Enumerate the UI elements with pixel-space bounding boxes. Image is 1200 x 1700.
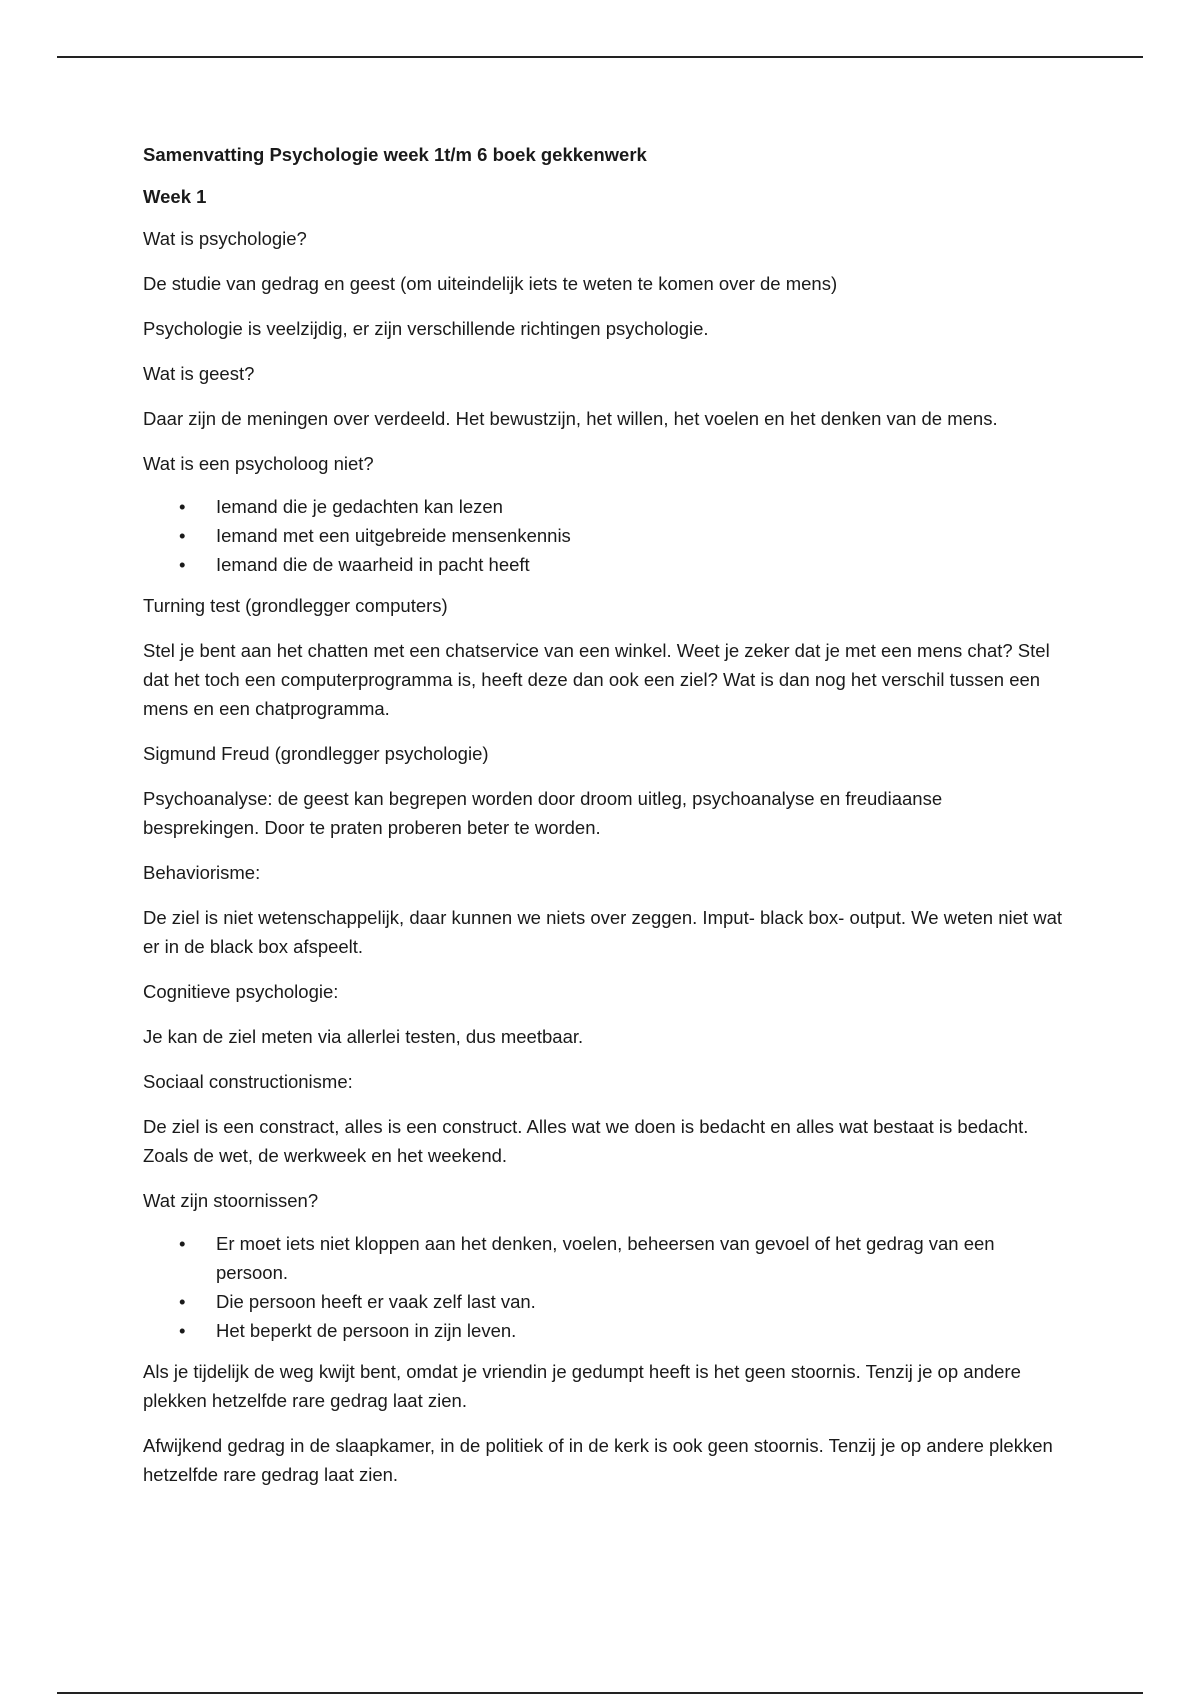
list-item: • Iemand met een uitgebreide mensenkennis xyxy=(216,521,1063,550)
paragraph: Psychoanalyse: de geest kan begrepen worden door droom uitleg, psychoanalyse en freudiaanse besprekingen. Door te praten proberen beter te worden. xyxy=(143,788,943,838)
list-item: • Iemand die je gedachten kan lezen xyxy=(216,492,1063,521)
footer-rule xyxy=(57,1692,1143,1694)
paragraph: Daar zijn de meningen over verdeeld. Het bewustzijn, het willen, het voelen en het denken van de mens. xyxy=(143,408,998,429)
bullet-list-disorders xyxy=(143,1229,1063,1345)
document-title: Samenvatting Psychologie week 1t/m 6 boek gekkenwerk xyxy=(143,144,647,165)
paragraph: Je kan de ziel meten via allerlei testen, dus meetbaar. xyxy=(143,1026,584,1047)
paragraph: Stel je bent aan het chatten met een chatservice van een winkel. Weet je zeker dat je met een mens chat? Stel dat het toch een computerprogramma is, heeft deze dan ook een ziel? Wat is dan nog het verschil tussen een mens en een chatprogramma. xyxy=(143,640,1050,719)
paragraph: Sociaal constructionisme: xyxy=(143,1071,353,1092)
list-item: • Er moet iets niet kloppen aan het denken, voelen, beheersen van gevoel of het gedrag van een persoon. xyxy=(216,1229,1063,1287)
paragraph: Sigmund Freud (grondlegger psychologie) xyxy=(143,743,489,764)
week-heading: Week 1 xyxy=(143,186,207,207)
paragraph: De ziel is een constract, alles is een construct. Alles wat we doen is bedacht en alles wat bestaat is bedacht. Zoals de wet, de werkweek en het weekend. xyxy=(143,1116,1029,1166)
paragraph: Turning test (grondlegger computers) xyxy=(143,595,448,616)
paragraph: Afwijkend gedrag in de slaapkamer, in de politiek of in de kerk is ook geen stoornis. Tenzij je op andere plekken hetzelfde rare gedrag laat zien. xyxy=(143,1435,1053,1485)
paragraph: De studie van gedrag en geest (om uiteindelijk iets te weten te komen over de mens) xyxy=(143,273,838,294)
question-what-is-mind: Wat is geest? xyxy=(143,363,255,384)
document-body xyxy=(143,140,1063,1505)
list-item: • Het beperkt de persoon in zijn leven. xyxy=(216,1316,1063,1345)
paragraph: Psychologie is veelzijdig, er zijn verschillende richtingen psychologie. xyxy=(143,318,709,339)
list-item: • Iemand die de waarheid in pacht heeft xyxy=(216,550,1063,579)
question-what-are-disorders: Wat zijn stoornissen? xyxy=(143,1190,319,1211)
bullet-list-psychologist-not xyxy=(143,492,1063,579)
paragraph: Als je tijdelijk de weg kwijt bent, omdat je vriendin je gedumpt heeft is het geen stoornis. Tenzij je op andere plekken hetzelfde rare gedrag laat zien. xyxy=(143,1361,1021,1411)
question-what-is-psychology: Wat is psychologie? xyxy=(143,228,307,249)
paragraph: Cognitieve psychologie: xyxy=(143,981,339,1002)
list-item: • Die persoon heeft er vaak zelf last van. xyxy=(216,1287,1063,1316)
header-rule xyxy=(57,56,1143,58)
paragraph: De ziel is niet wetenschappelijk, daar kunnen we niets over zeggen. Imput- black box- output. We weten niet wat er in de black box afspeelt. xyxy=(143,907,1062,957)
paragraph: Behaviorisme: xyxy=(143,862,261,883)
question-what-is-psychologist-not: Wat is een psycholoog niet? xyxy=(143,453,374,474)
